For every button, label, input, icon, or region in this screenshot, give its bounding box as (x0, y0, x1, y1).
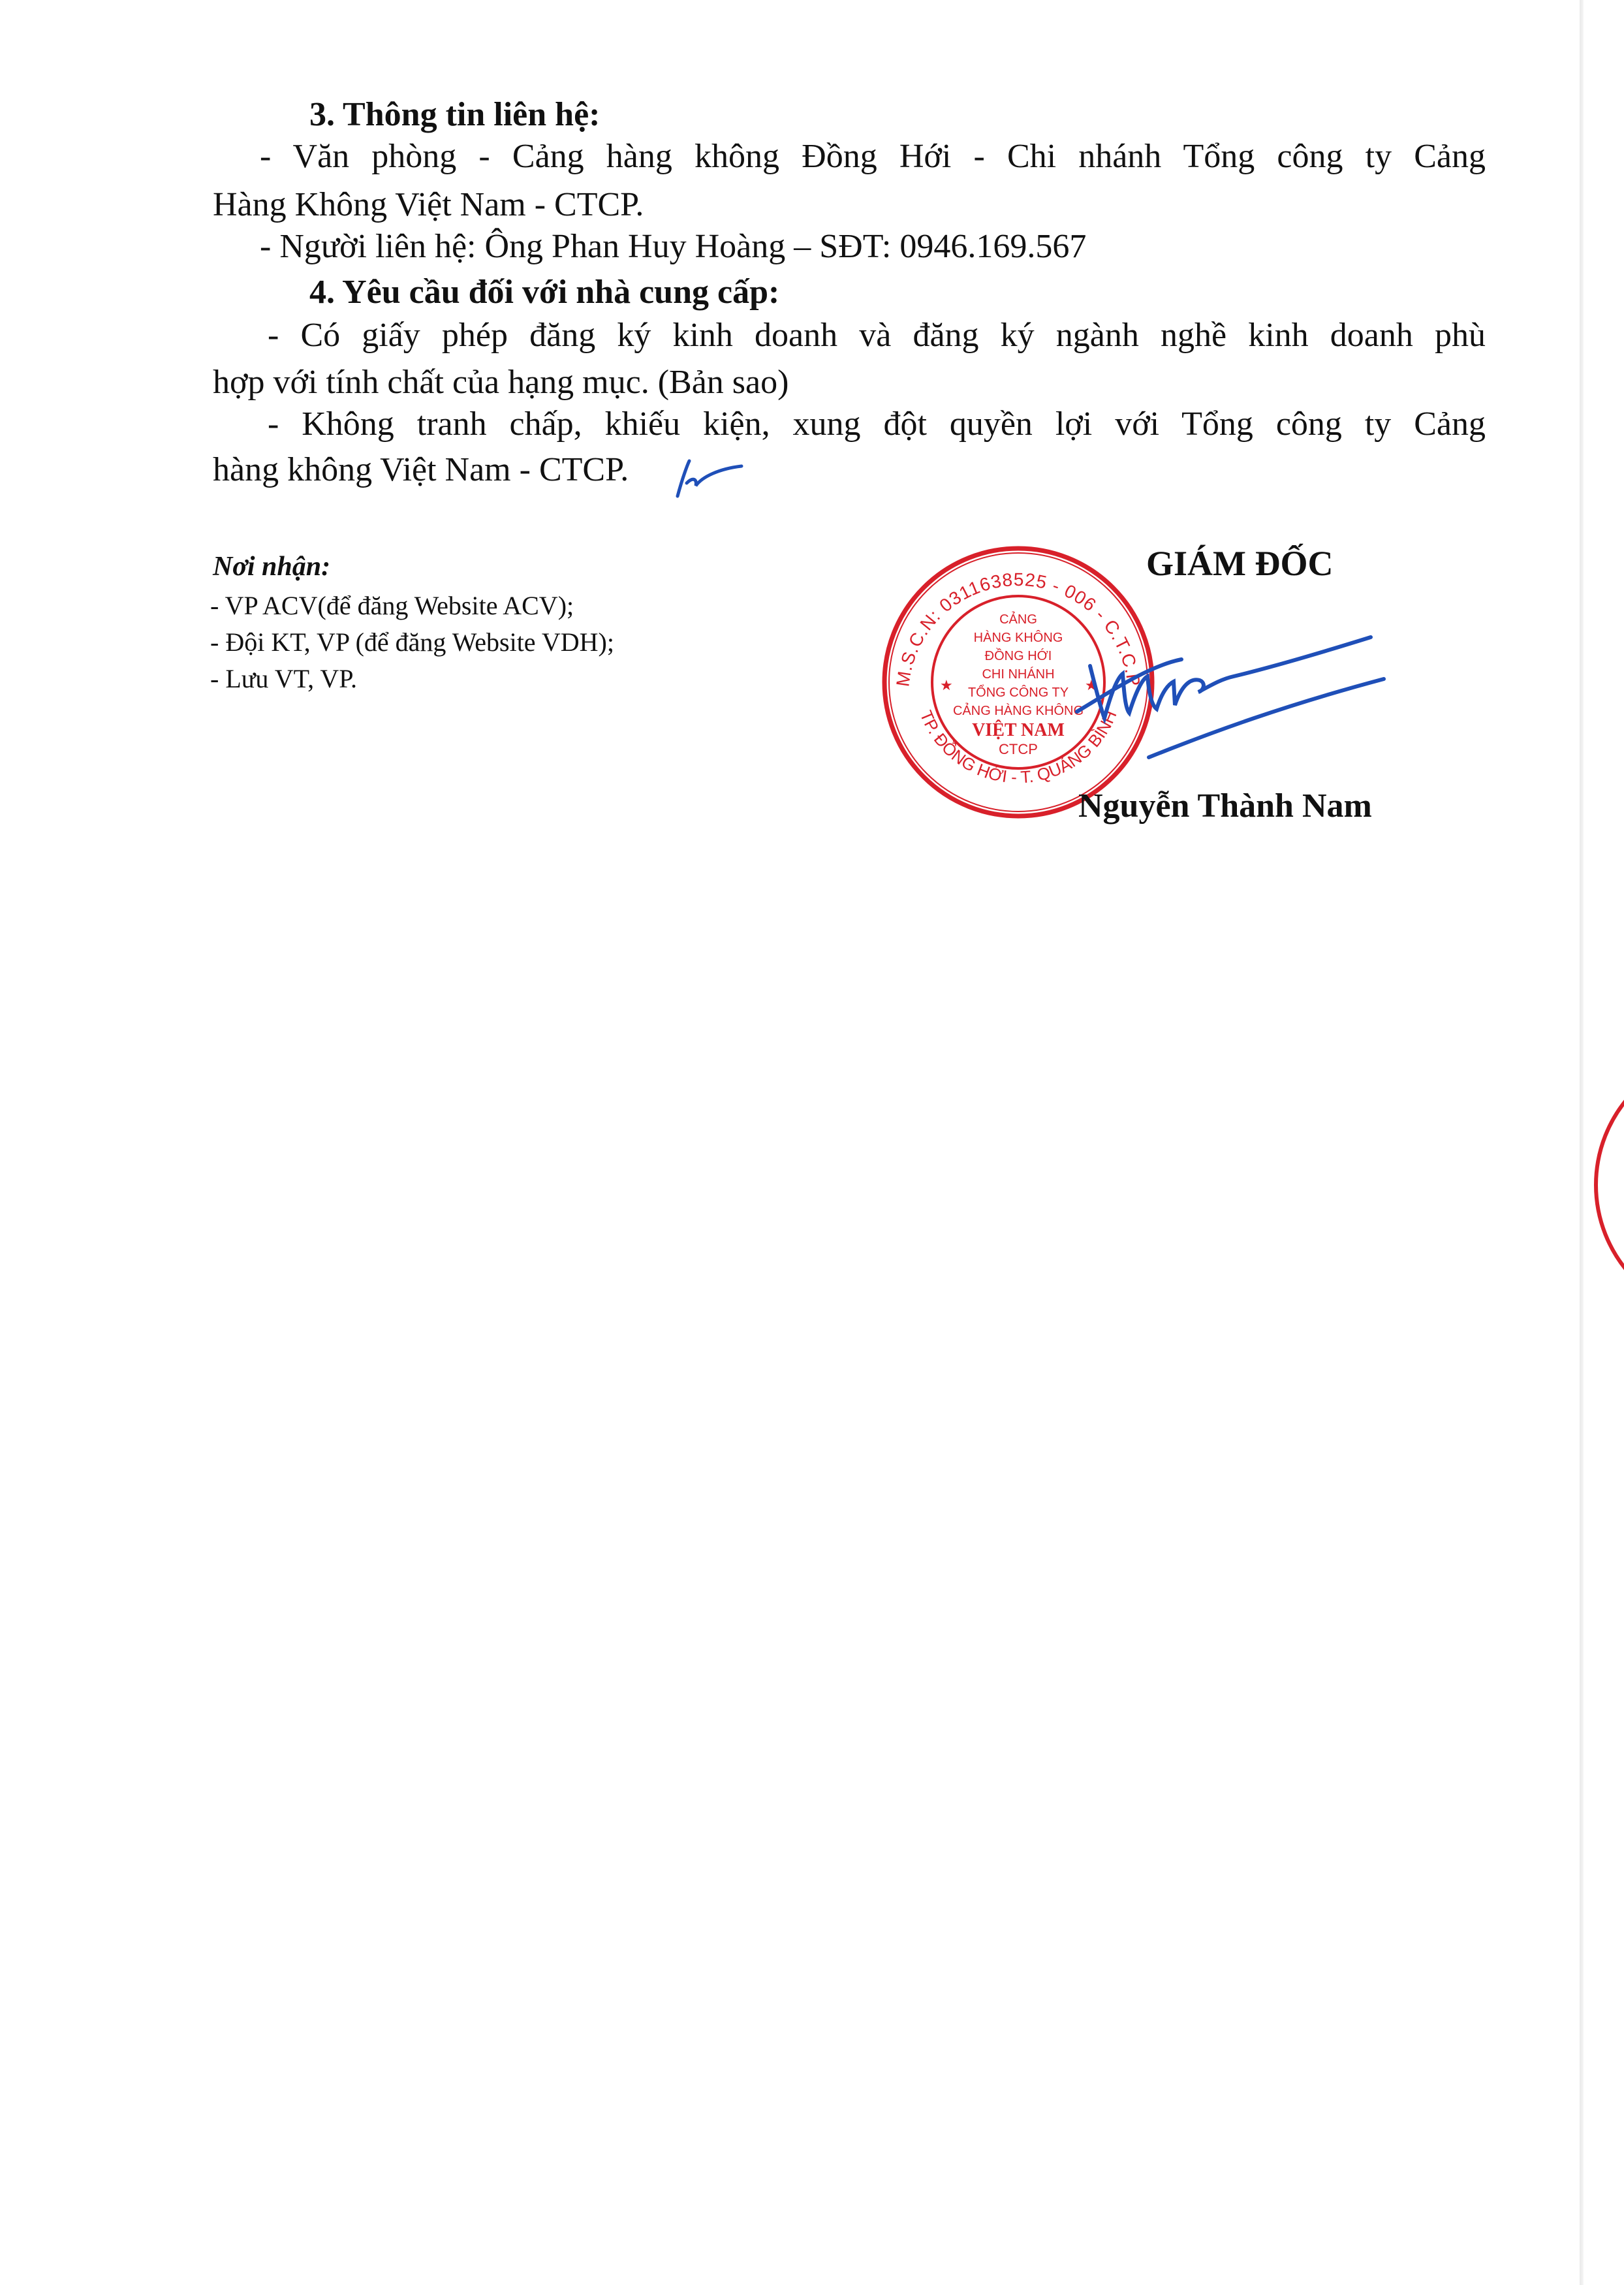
office-line-1: - Văn phòng - Cảng hàng không Đồng Hới - Chi nhánh Tổng công ty Cảng (260, 138, 1486, 175)
handwritten-signature-icon (1070, 614, 1397, 770)
seal-inner-last: CTCP (999, 741, 1038, 757)
recipient-item: - Đội KT, VP (để đăng Website VDH); (210, 627, 614, 657)
seal-outer-bottom-text: TP. ĐỒNG HỚI - T. QUẢNG BÌNH (916, 707, 1121, 787)
svg-text:★: ★ (940, 677, 953, 693)
seal-inner-line: HÀNG KHÔNG (973, 631, 1063, 645)
requirement-1-line-1: - Có giấy phép đăng ký kinh doanh và đăng ký ngành nghề kinh doanh phù (268, 317, 1486, 354)
seal-inner-line: CẢNG (999, 612, 1037, 627)
contact-person: - Người liên hệ: Ông Phan Huy Hoàng – SĐT: 0946.169.567 (260, 228, 1087, 265)
section-3-heading: 3. Thông tin liên hệ: (309, 96, 601, 133)
page-edge-shadow (1580, 0, 1584, 2285)
seal-outer-top-text: M.S.C.N: 0311638525 - 006 - C.T.C.P (892, 569, 1144, 688)
requirement-1-line-2: hợp với tính chất của hạng mục. (Bản sao) (213, 364, 789, 401)
seal-inner-line: CẢNG HÀNG KHÔNG (952, 704, 1084, 718)
seal-inner-line: TỔNG CÔNG TY (967, 685, 1069, 700)
seal-inner-line: ĐỒNG HỚI (984, 649, 1052, 663)
seal-inner-big: VIỆT NAM (972, 720, 1065, 740)
recipients-title: Nơi nhận: (213, 552, 331, 582)
requirement-2-line-2: hàng không Việt Nam - CTCP. (213, 451, 629, 488)
section-4-heading: 4. Yêu cầu đối với nhà cung cấp: (309, 274, 780, 311)
recipient-item: - Lưu VT, VP. (210, 664, 358, 693)
partial-seal-edge-icon (1586, 1045, 1624, 1325)
office-line-2: Hàng Không Việt Nam - CTCP. (213, 186, 644, 223)
recipient-item: - VP ACV(để đăng Website ACV); (210, 591, 574, 620)
requirement-2-line-1: - Không tranh chấp, khiếu kiện, xung đột quyền lợi với Tổng công ty Cảng (268, 405, 1486, 443)
signer-name: Nguyễn Thành Nam (1078, 787, 1372, 825)
signer-title: GIÁM ĐỐC (1146, 544, 1334, 583)
initial-mark-icon (674, 457, 745, 503)
seal-inner-line: CHI NHÁNH (982, 667, 1055, 682)
svg-text:★: ★ (1085, 677, 1098, 693)
